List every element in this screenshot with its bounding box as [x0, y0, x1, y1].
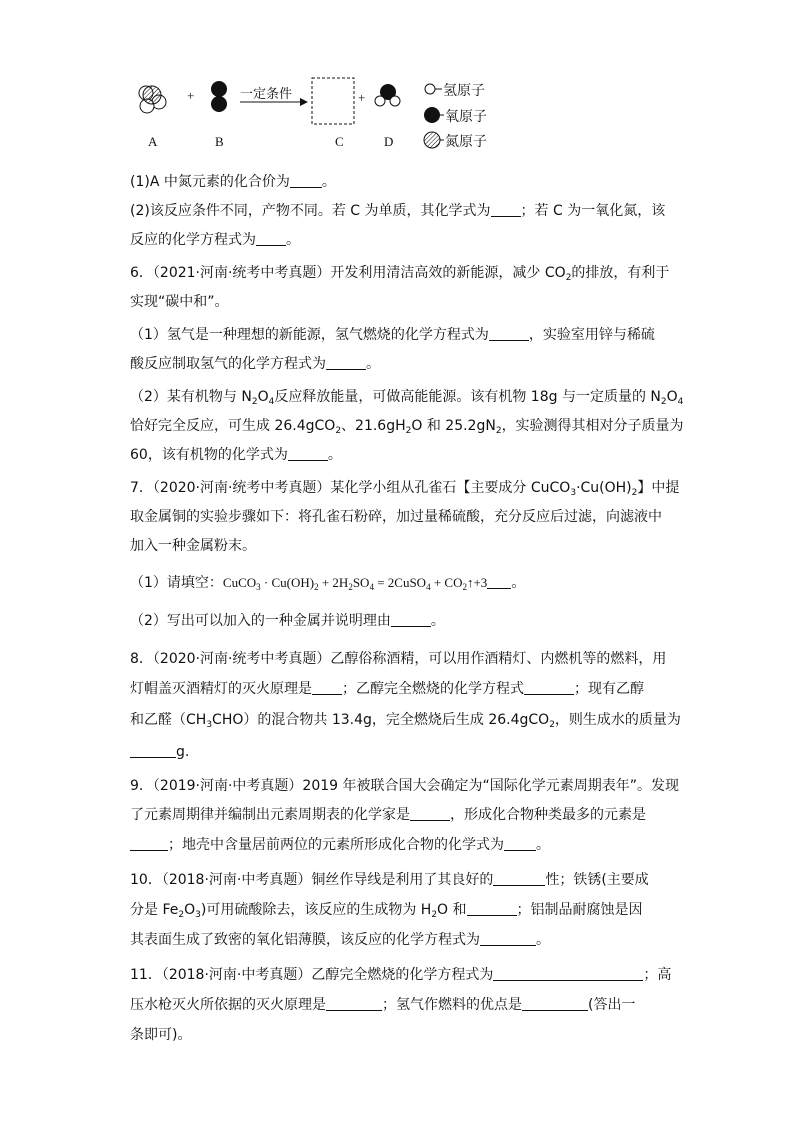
answer-blank[interactable] — [491, 202, 521, 217]
plus-sign-1: + — [187, 88, 195, 103]
label-a: A — [148, 134, 158, 149]
hydrogen-atom-icon — [425, 84, 442, 94]
q8-line2: 灯帽盖灭酒精灯的灭火原理是 ；乙醇完全燃烧的化学方程式 ；现有乙醇 — [130, 681, 644, 697]
q6-part1-line2: 酸反应制取氢气的化学方程式为 。 — [130, 356, 380, 372]
chemical-equation: CuCO$_3$ · $Cu(OH)_2 + 2H_2SO_4$ = 2CuSO$_4$ + $CO_2↑+3$ — [222, 575, 488, 592]
q5-part1: (1)A 中氮元素的化合价为 。 — [130, 174, 336, 190]
q9-line2: 了元素周期律并编制出元素周期表的化学家是 ，形成化合物种类最多的元素是 — [130, 807, 646, 823]
q10-line3: 其表面生成了致密的氧化铝薄膜，该反应的化学方程式为 。 — [130, 932, 550, 948]
reaction-condition: 一定条件 — [240, 87, 293, 102]
molecule-b-icon — [211, 81, 227, 112]
q6-question-head: 6．（2021·河南·统考中考真题）开发利用清洁高效的新能源，减少 $CO_2$的排放，有利于 — [130, 265, 670, 283]
answer-blank[interactable] — [504, 836, 536, 851]
q10-question-head: 10．（2018·河南·中考真题）铜丝作导线是利用了其良好的 性；铁锈(主要成 — [130, 872, 649, 888]
q8-line3: 和乙醛$(CH_3CHO)$的混合物共 13.4g，完全燃烧后生成 26.4gCO$_2$，则生成水的质量为 — [130, 712, 681, 730]
q6-part2-line1: （2）某有机物与 $N_2O_4$反应释放能量，可做高能能源。该有机物 18g 与一定质量的 $N_2O_4$ — [130, 389, 684, 407]
q6-part2-line3: 60，该有机物的化学式为 。 — [130, 447, 342, 463]
answer-blank[interactable] — [487, 574, 511, 589]
q8-question-head: 8．（2020·河南·统考中考真题）乙醇俗称酒精，可以用作酒精灯、内燃机等的燃料，用 — [130, 651, 667, 667]
answer-blank[interactable] — [467, 901, 517, 916]
answer-blank[interactable] — [522, 996, 588, 1011]
nitrogen-atom-icon — [424, 132, 444, 148]
q7-question-head-3: 加入一种金属粉末。 — [130, 538, 256, 554]
q8-line4: g. — [130, 740, 189, 764]
answer-blank[interactable] — [480, 931, 536, 946]
answer-blank[interactable] — [326, 355, 366, 370]
answer-blank[interactable] — [288, 446, 328, 461]
answer-blank[interactable] — [312, 680, 342, 695]
legend-oxygen: 氧原子 — [445, 109, 487, 125]
label-d: D — [384, 134, 394, 149]
q11-question-head: 11．（2018·河南·中考真题）乙醇完全燃烧的化学方程式为 ；高 — [130, 967, 672, 983]
q7-question-head: 7．（2020·河南·统考中考真题）某化学小组从孔雀石【主要成分 $CuCO_3\cdot Cu(OH)_2$】中提 — [130, 480, 680, 498]
q11-line3: 条即可)。 — [130, 1027, 192, 1043]
q7-part1: （1）请填空：CuCO$_3$ · $Cu(OH)_2 + 2H_2SO_4$ = 2CuSO$_4$ + $CO_2↑+3$ 。 — [130, 575, 526, 592]
answer-blank[interactable] — [256, 231, 286, 246]
oxygen-atom-icon — [424, 107, 444, 123]
answer-blank[interactable] — [290, 173, 322, 188]
q6-part2-line2: 恰好完全反应，可生成 26.4gCO$_2$、$21.6gH_2O$ 和 $25.2gN_2$，实验测得其相对分子质量为 — [130, 418, 684, 436]
answer-blank[interactable] — [493, 871, 545, 886]
answer-blank[interactable] — [391, 612, 431, 627]
product-c-box — [312, 78, 354, 124]
q7-question-head-2: 取金属铜的实验步骤如下：将孔雀石粉碎，加过量稀硫酸，充分反应后过滤，向滤液中 — [130, 509, 662, 525]
legend-hydrogen: 氢原子 — [443, 83, 485, 99]
reaction-diagram — [130, 70, 550, 158]
q5-part2-line1: (2)该反应条件不同，产物不同。若 C 为单质，其化学式为 ；若 C 为一氧化氮，该 — [130, 203, 666, 219]
answer-blank[interactable] — [326, 996, 382, 1011]
answer-blank[interactable] — [493, 966, 643, 981]
q9-line3: ；地壳中含量居前两位的元素所形成化合物的化学式为 。 — [130, 833, 550, 857]
label-c: C — [335, 134, 344, 149]
q5-part2-line2: 反应的化学方程式为 。 — [130, 232, 300, 248]
q10-line2: 分是 $Fe_2O_3$)可用硫酸除去，该反应的生成物为 $H_2O$ 和 ；铝制品耐腐蚀是因 — [130, 902, 643, 920]
q7-part2: （2）写出可以加入的一种金属并说明理由 。 — [130, 613, 445, 629]
legend-nitrogen: 氮原子 — [445, 134, 487, 150]
answer-blank[interactable] — [410, 806, 450, 821]
answer-blank[interactable] — [489, 326, 529, 341]
answer-blank[interactable] — [524, 680, 574, 695]
q9-question-head: 9．（2019·河南·中考真题）2019 年被联合国大会确定为“国际化学元素周期表年”。发现 — [130, 778, 680, 794]
molecule-a-icon — [139, 86, 166, 113]
answer-blank[interactable] — [130, 743, 176, 758]
molecule-d-icon — [375, 84, 400, 106]
plus-sign-2: + — [358, 90, 366, 105]
label-b: B — [215, 134, 224, 149]
q6-part1-line1: （1）氢气是一种理想的新能源，氢气燃烧的化学方程式为 ，实验室用锌与稀硫 — [130, 327, 655, 343]
q11-line2: 压水枪灭火所依据的灭火原理是 ；氢气作燃料的优点是 (答出一 — [130, 997, 636, 1013]
q6-question-head-2: 实现“碳中和”。 — [130, 294, 229, 310]
answer-blank[interactable] — [130, 836, 168, 851]
